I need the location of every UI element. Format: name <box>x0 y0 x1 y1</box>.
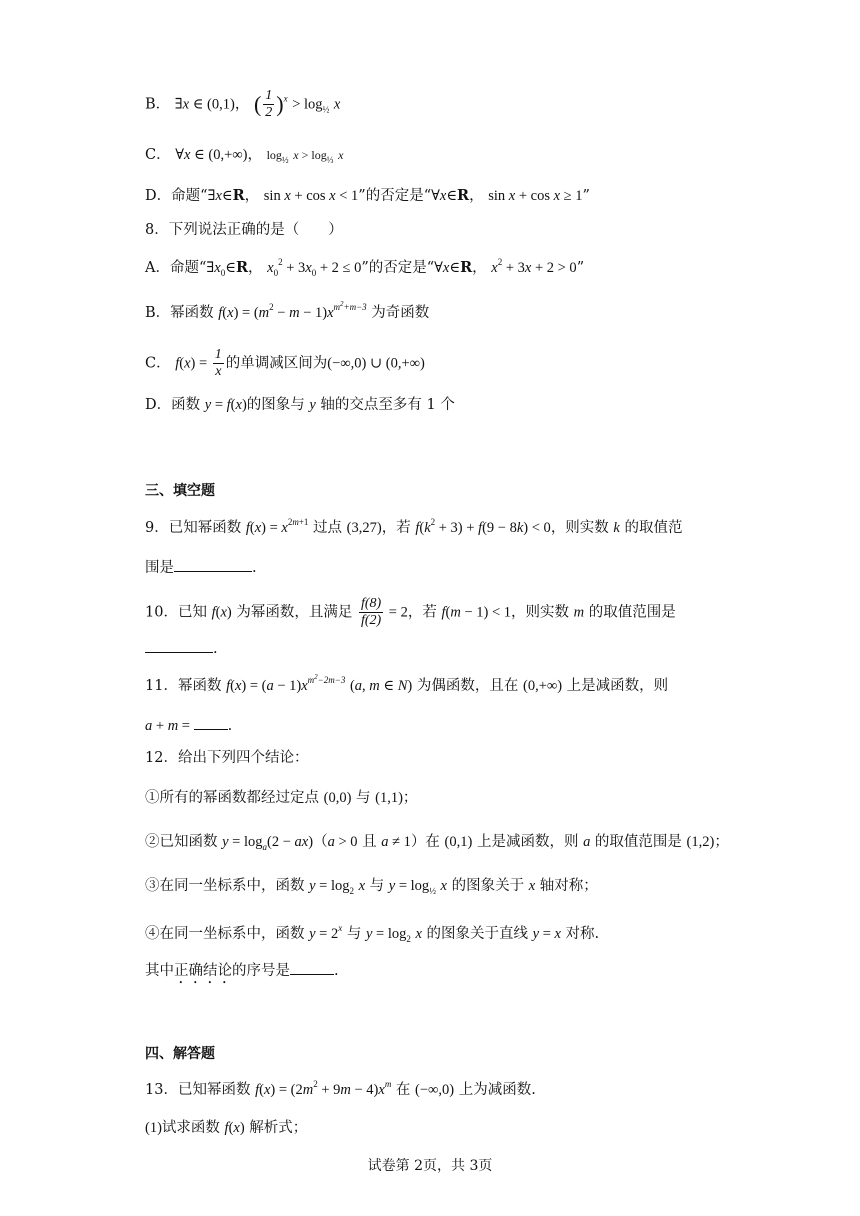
option-label: D． <box>145 188 172 204</box>
option-label: B． <box>145 305 171 321</box>
q7-option-c: C． ∀x ∈ (0,+∞)， $\log_{\frac{1}{2}} x > \log_{\frac{1}{3}} x$ <box>145 147 344 165</box>
q12-stem: 12．给出下列四个结论： <box>145 750 309 766</box>
q12-item4: ④在同一坐标系中，函数 $y = 2^x$ 与 $y = \log_2 x$ 的图象关于直线 y = x 对称. <box>145 923 600 944</box>
q12-item1: ①所有的幂函数都经过定点 (0,0) 与 (1,1)； <box>145 790 418 806</box>
section-title-answer: 四、解答题 <box>145 1046 215 1062</box>
option-label: C． <box>145 147 171 163</box>
answer-blank[interactable] <box>194 715 228 730</box>
q13-part1: (1)试求函数 f(x) 解析式； <box>145 1120 308 1136</box>
q8-option-b: B．幂函数 $f(x) = (m^2 - m - 1)x^{m^2+m-3}$ 为奇函数 <box>145 300 430 321</box>
q11-line2: a + m = . <box>145 715 232 736</box>
q9-line2: 围是 . <box>145 557 257 578</box>
q8-option-d: D．函数 y = f(x)的图象与 y 轴的交点至多有 1 个 <box>145 397 455 413</box>
q7-option-b: B． ∃x ∈ (0,1)， ( $\frac{1}{2}$ )$^x > \log_{\frac{1}{2}} x$ <box>145 88 341 120</box>
q7-option-d: D．命题“∃x∈R， sin x + cos x < 1”的否定是“∀x∈R， sin x + cos x ≥ 1” <box>145 187 590 204</box>
q12-ask: 其中正确结论的序号是 . <box>145 960 339 987</box>
q8-option-c: C． f(x) = $\frac{1}{x}$ 的单调减区间为(−∞,0) ∪ (0,+∞) <box>145 347 425 379</box>
answer-blank[interactable] <box>145 638 213 653</box>
q10-line2: . <box>145 638 218 659</box>
option-label: C． <box>145 355 171 372</box>
answer-blank[interactable] <box>290 960 334 975</box>
q9-line1: 9．已知幂函数 $f(x) = x^{2m+1}$ 过点 (3,27)，若 $f(k^2 + 3) + f(9 - 8k) < 0$，则实数 k 的取值范 <box>145 517 683 536</box>
page-footer: 试卷第 2页，共 3页 <box>367 1158 493 1174</box>
q8-stem: 8．下列说法正确的是（ ） <box>145 222 343 238</box>
section-title-fill-in: 三、填空题 <box>145 483 215 499</box>
answer-blank[interactable] <box>174 557 252 572</box>
option-label: B． <box>145 96 171 113</box>
q12-item3: ③在同一坐标系中，函数 $y = \log_2 x$ 与 $y = \log_{\frac{1}{2}} x$ 的图象关于 x 轴对称； <box>145 878 598 896</box>
q11-line1: 11．幂函数 $f(x) = (a - 1)x^{m^2-2m-3}$ (a, m ∈ N) 为偶函数，且在 (0,+∞) 上是减函数，则 <box>145 673 669 694</box>
option-label: D． <box>145 397 172 413</box>
q10-line1: 10．已知 f(x) 为幂函数，且满足 $\frac{f(8)}{f(2)}$ = 2，若 f(m − 1) < 1，则实数 m 的取值范围是 <box>145 596 676 628</box>
option-label: A． <box>145 260 170 276</box>
q8-option-a: A．命题“$\exists x_0\in R$， $x_0^2 + 3x_0 + 2 \le 0$”的否定是“∀x∈R， $x^2 + 3x + 2 > 0$” <box>145 257 585 278</box>
q13-stem: 13．已知幂函数 $f(x) = (2m^2 + 9m - 4)x^m$ 在 (−∞,0) 上为减函数. <box>145 1079 536 1098</box>
q12-item2: ②已知函数 $y = \log_a(2 - ax)(a > 0$ 且 a ≠ 1）在 (0,1) 上是减函数，则 a 的取值范围是 (1,2)； <box>145 834 729 852</box>
